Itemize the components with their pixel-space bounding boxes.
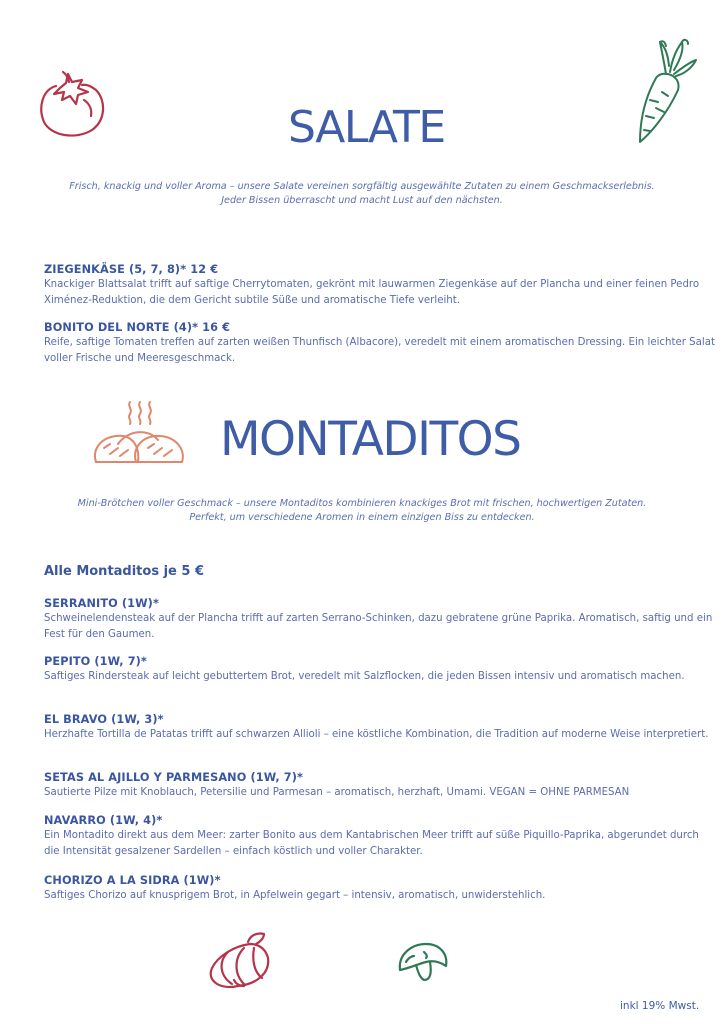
- montadito-item-desc: Herzhafte Tortilla de Patatas trifft auf schwarzen Allioli – eine köstliche Kombination, die Tradition auf moderne Weise interpretiert.: [44, 729, 709, 740]
- montaditos-price-note: Alle Montaditos je 5 €: [44, 564, 205, 579]
- vat-note: inkl 19% Mwst.: [620, 1000, 700, 1012]
- salad-item-name: ZIEGENKÄSE (5, 7, 8)* 12 €: [44, 263, 219, 276]
- montadito-item-name: SERRANITO (1W)*: [44, 597, 159, 610]
- salate-title: SALATE: [288, 102, 445, 153]
- montadito-item-name: NAVARRO (1W, 4)*: [44, 814, 163, 827]
- montadito-item-name: PEPITO (1W, 7)*: [44, 655, 147, 668]
- montadito-item: [44, 654, 716, 685]
- salate-intro-line-1: Frisch, knackig und voller Aroma – unsere Salate vereinen sorgfältig ausgewählte Zutaten zu einem Geschmackserlebnis.: [69, 181, 655, 192]
- montaditos-intro-line-2: Perfekt, um verschiedene Aromen in einem einzigen Biss zu entdecken.: [189, 512, 535, 523]
- montaditos-title: MONTADITOS: [220, 412, 521, 467]
- montadito-item-desc: Saftiges Rindersteak auf leicht gebuttertem Brot, veredelt mit Salzflocken, die jeden Bissen intensiv und aromatisch machen.: [44, 671, 685, 682]
- montaditos-intro: [0, 497, 724, 525]
- montadito-item: [44, 873, 716, 904]
- montaditos-intro-line-1: Mini-Brötchen voller Geschmack – unsere Montaditos kombinieren knackiges Brot mit frischen, hochwertigen Zutaten.: [77, 498, 647, 509]
- bread-icon: [92, 398, 188, 470]
- montadito-item-desc: Saftiges Chorizo auf knusprigem Brot, in Apfelwein gegart – intensiv, aromatisch, unwiderstehlich.: [44, 890, 546, 901]
- montadito-item-name: EL BRAVO (1W, 3)*: [44, 713, 164, 726]
- montadito-item: [44, 596, 716, 643]
- montadito-item-desc: Schweinelendensteak auf der Plancha trifft auf zarten Serrano-Schinken, dazu gebratene grüne Paprika. Aromatisch, saftig und ein Fest für den Gaumen.: [44, 613, 713, 640]
- montadito-item-desc: Sautierte Pilze mit Knoblauch, Petersilie und Parmesan – aromatisch, herzhaft, Umami. VEGAN = OHNE PARMESAN: [44, 787, 630, 798]
- salad-item-name: BONITO DEL NORTE (4)* 16 €: [44, 321, 231, 334]
- montadito-item-name: SETAS AL AJILLO Y PARMESANO (1W, 7)*: [44, 771, 303, 784]
- salad-item-desc: Knackiger Blattsalat trifft auf saftige Cherrytomaten, gekrönt mit lauwarmen Ziegenkäse auf der Plancha und einer feinen Pedro Ximénez-Reduktion, die dem Gericht subtile Süße und aromatische Tiefe verleiht.: [44, 279, 700, 306]
- carrot-icon: [632, 34, 702, 148]
- mushroom-icon: [396, 940, 450, 984]
- montadito-item: [44, 770, 716, 801]
- montadito-item: [44, 813, 716, 860]
- salate-intro: [0, 180, 724, 208]
- montadito-item: [44, 712, 716, 743]
- montadito-item-desc: Ein Montadito direkt aus dem Meer: zarter Bonito aus dem Kantabrischen Meer trifft auf süße Piquillo-Paprika, abgerundet durch die Intensität gesalzener Sardellen – einfach köstlich und voller Charakter.: [44, 830, 699, 857]
- garlic-icon: [204, 928, 276, 992]
- salad-item-desc: Reife, saftige Tomaten treffen auf zarten weißen Thunfisch (Albacore), veredelt mit einem aromatischen Dressing. Ein leichter Salat voller Frische und Meeresgeschmack.: [44, 337, 715, 364]
- tomato-icon: [36, 70, 108, 142]
- salad-item: [44, 262, 716, 309]
- salate-intro-line-2: Jeder Bissen überrascht und macht Lust auf den nächsten.: [221, 195, 503, 206]
- montadito-item-name: CHORIZO A LA SIDRA (1W)*: [44, 874, 221, 887]
- salad-item: [44, 320, 716, 367]
